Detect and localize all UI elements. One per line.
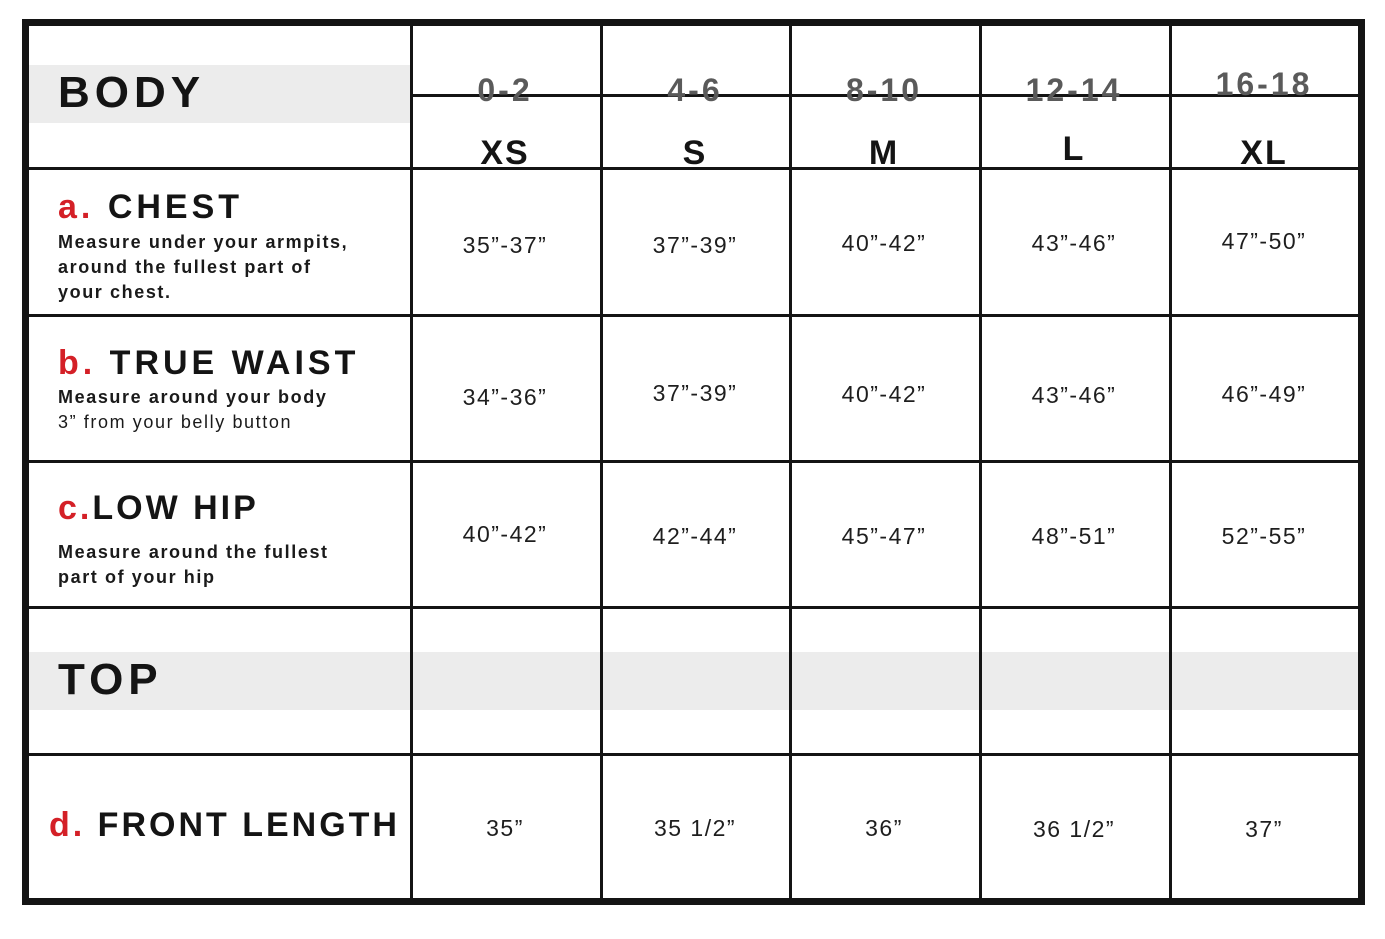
row-letter-front-length: d.: [49, 806, 86, 844]
section-title-body: BODY: [58, 68, 206, 117]
row-label-hip: [58, 489, 259, 528]
header-size-xs: XS: [480, 134, 530, 172]
cell-front-length-m: 36”: [865, 815, 903, 841]
header-age-s: 4-6: [667, 72, 723, 108]
row-desc-chest-line3: your chest.: [58, 282, 172, 302]
row-desc-hip: [58, 540, 329, 590]
row-desc-chest-line1: Measure under your armpits,: [58, 232, 349, 252]
cell-chest-m: 40”-42”: [841, 230, 927, 256]
row-desc-waist-line1: Measure around your body: [58, 387, 328, 407]
cell-chest-s: 37”-39”: [652, 232, 738, 258]
cell-waist-m: 40”-42”: [841, 381, 927, 407]
cell-hip-l: 48”-51”: [1031, 523, 1117, 549]
row-desc-waist: [58, 385, 327, 435]
header-age-l: 12-14: [1025, 72, 1123, 108]
row-desc-hip-line1: Measure around the fullest: [58, 542, 329, 562]
row-label-waist: [58, 344, 359, 383]
cell-hip-s: 42”-44”: [652, 523, 738, 549]
cell-hip-xl: 52”-55”: [1221, 523, 1307, 549]
cell-waist-s: 37”-39”: [652, 380, 738, 406]
row-label-front-length: [49, 806, 400, 845]
header-size-l: L: [1062, 130, 1086, 168]
header-size-s: S: [682, 134, 708, 172]
cell-chest-xs: 35”-37”: [462, 232, 548, 258]
header-size-xl: XL: [1240, 134, 1288, 172]
cell-waist-l: 43”-46”: [1031, 382, 1117, 408]
cell-waist-xl: 46”-49”: [1221, 381, 1307, 407]
cell-front-length-s: 35 1/2”: [653, 815, 737, 841]
row-letter-waist: b.: [58, 344, 97, 382]
cell-chest-l: 43”-46”: [1031, 230, 1117, 256]
section-title-top: TOP: [58, 655, 163, 704]
grid-hline-top-bottom: [29, 753, 1358, 756]
row-letter-chest: a.: [58, 188, 95, 226]
cell-hip-xs: 40”-42”: [462, 521, 548, 547]
top-section-band: [29, 652, 1358, 710]
header-age-xs: 0-2: [477, 72, 533, 108]
cell-chest-xl: 47”-50”: [1221, 228, 1307, 254]
row-label-chest: [58, 188, 243, 227]
row-title-front-length: FRONT LENGTH: [97, 806, 400, 844]
header-age-m: 8-10: [845, 72, 923, 108]
grid-hline-chest-bottom: [29, 314, 1358, 317]
row-desc-waist-line2: 3” from your belly button: [58, 412, 293, 432]
cell-front-length-l: 36 1/2”: [1032, 816, 1116, 842]
cell-front-length-xs: 35”: [486, 815, 524, 841]
cell-waist-xs: 34”-36”: [462, 384, 548, 410]
cell-hip-m: 45”-47”: [841, 523, 927, 549]
row-desc-hip-line2: part of your hip: [58, 567, 216, 587]
row-letter-hip: c.: [58, 489, 93, 527]
grid-hline-waist-bottom: [29, 460, 1358, 463]
row-title-hip: LOW HIP: [92, 489, 259, 527]
header-age-xl: 16-18: [1215, 66, 1313, 102]
cell-front-length-xl: 37”: [1245, 816, 1283, 842]
row-title-chest: CHEST: [107, 188, 244, 226]
grid-hline-hip-bottom: [29, 606, 1358, 609]
size-chart-table: [22, 19, 1365, 905]
row-desc-chest: [58, 230, 348, 305]
row-title-waist: TRUE WAIST: [109, 344, 360, 382]
row-desc-chest-line2: around the fullest part of: [58, 257, 312, 277]
header-size-m: M: [868, 134, 900, 172]
